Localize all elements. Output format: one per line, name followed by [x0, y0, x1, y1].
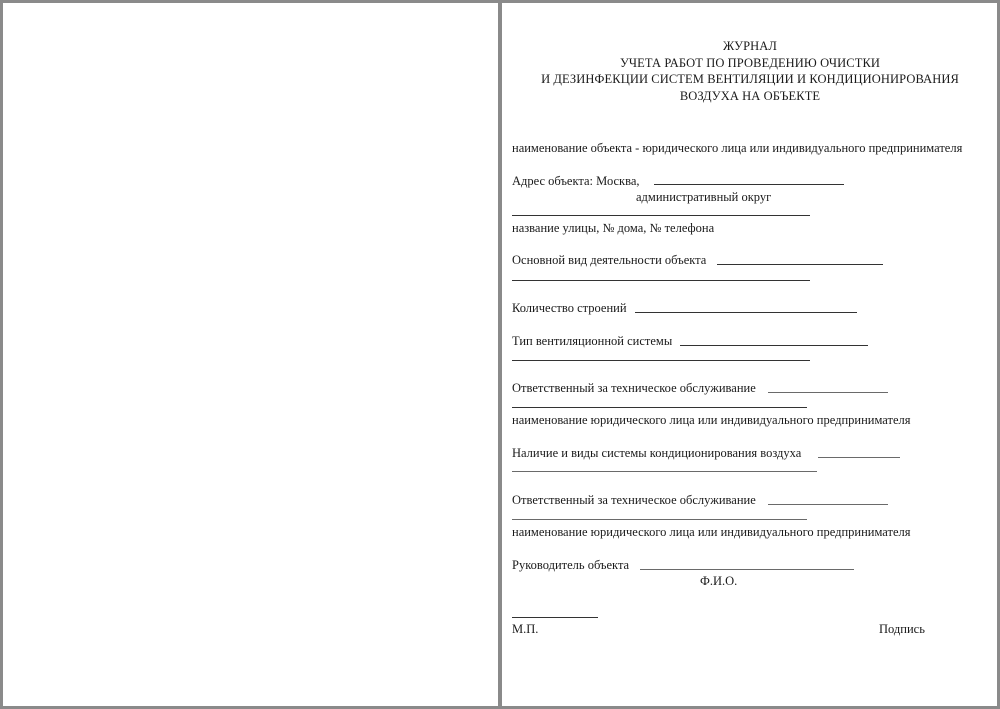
buildings-label: Количество строений	[512, 301, 627, 315]
street-caption: название улицы, № дома, № телефона	[512, 221, 715, 235]
ventilation-type-line-2[interactable]	[512, 360, 810, 361]
responsible-label-1: Ответственный за техническое обслуживание	[512, 381, 756, 395]
title-line-3: И ДЕЗИНФЕКЦИИ СИСТЕМ ВЕНТИЛЯЦИИ И КОНДИЦИОНИРОВАНИЯ	[541, 72, 959, 86]
conditioning-label: Наличие и виды системы кондиционирования воздуха	[512, 446, 802, 460]
activity-label: Основной вид деятельности объекта	[512, 253, 707, 267]
address-label: Адрес объекта: Москва,	[512, 174, 640, 188]
journal-title	[500, 38, 1000, 104]
street-line[interactable]	[512, 215, 810, 216]
responsible-line-1b[interactable]	[512, 407, 807, 408]
conditioning-line-2[interactable]	[512, 471, 817, 472]
signature-label: Подпись	[879, 622, 925, 636]
admin-district-caption: административный округ	[636, 190, 772, 204]
ventilation-type-line[interactable]	[680, 345, 868, 346]
head-name-line[interactable]	[640, 569, 854, 570]
responsible-line-2b[interactable]	[512, 519, 807, 520]
stamp-label: М.П.	[512, 622, 539, 636]
buildings-line[interactable]	[635, 312, 857, 313]
title-line-4: ВОЗДУХА НА ОБЪЕКТЕ	[679, 88, 821, 103]
head-label: Руководитель объекта	[512, 558, 630, 572]
journal-title-page	[500, 0, 1000, 709]
responsible-line-2[interactable]	[768, 504, 888, 505]
responsible-label-2: Ответственный за техническое обслуживание	[512, 493, 756, 507]
title-line-2: УЧЕТА РАБОТ ПО ПРОВЕДЕНИЮ ОЧИСТКИ	[619, 55, 881, 70]
title-line-1: ЖУРНАЛ	[723, 39, 777, 53]
activity-line-2[interactable]	[512, 280, 810, 281]
activity-line[interactable]	[717, 264, 883, 265]
signature-line[interactable]	[512, 617, 598, 618]
responsible-line-1[interactable]	[768, 392, 888, 393]
object-name-label: наименование объекта - юридического лица или индивидуального предпринимателя	[512, 141, 963, 155]
entity-caption-2: наименование юридического лица или индивидуального предпринимателя	[512, 525, 911, 539]
entity-caption-1: наименование юридического лица или индивидуального предпринимателя	[512, 413, 911, 427]
ventilation-type-label: Тип вентиляционной системы	[512, 334, 673, 348]
fio-caption: Ф.И.О.	[700, 574, 738, 588]
address-district-line[interactable]	[654, 184, 844, 185]
conditioning-line[interactable]	[818, 457, 900, 458]
